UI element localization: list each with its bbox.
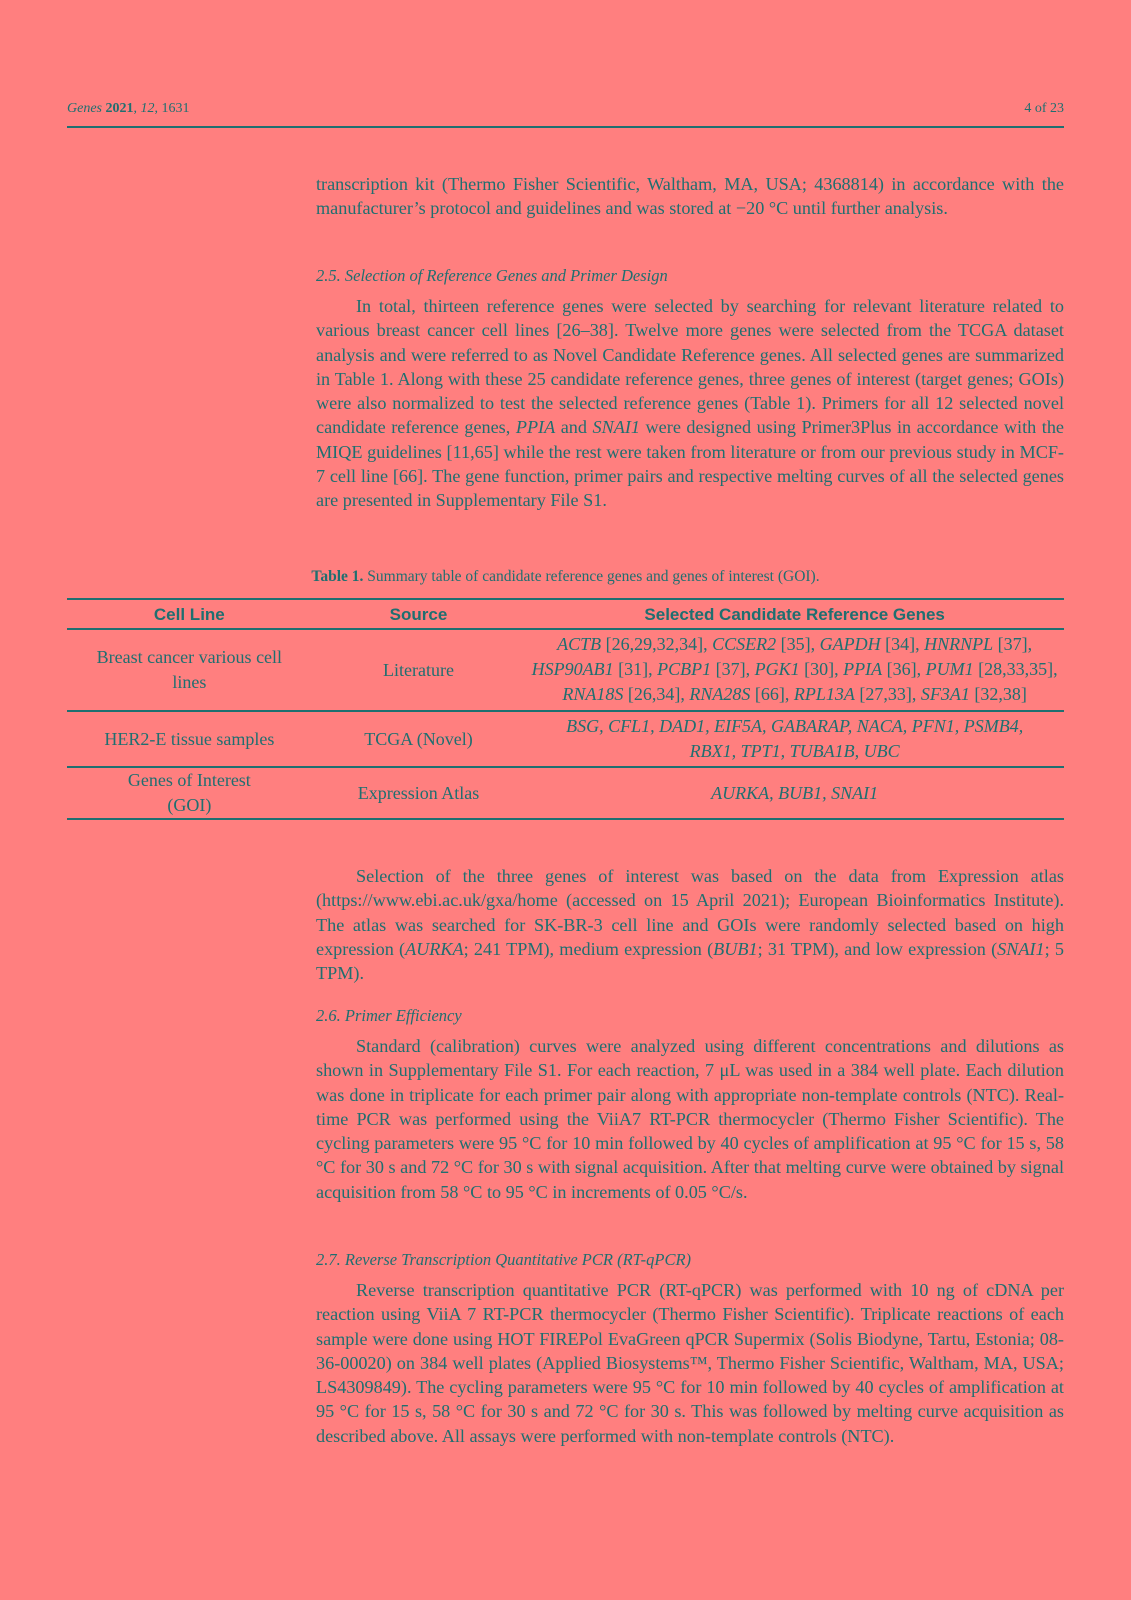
section-2-6-body [316,1034,1064,1204]
section-2-7-body [316,1278,1064,1448]
section-title-2-7: 2.7. Reverse Transcription Quantitative PCR (RT-qPCR) [316,1250,692,1269]
column-header-genes: Selected Candidate Reference Genes [525,599,1064,629]
continuation-paragraph [316,172,1064,221]
genes: AURKA, BUB1, SNAI1 [525,767,1064,819]
paragraph [316,294,1064,513]
paragraph: transcription kit (Thermo Fisher Scientific, Waltham, MA, USA; 4368814) in accordance with the manufacturer’s protocol and guidelines and was stored at −20 °C until further analysis. [316,174,1064,219]
journal-volume: 12 [140,101,155,116]
gene-reference: [37], [711,659,755,679]
gene-reference: [26,29,32,34], [601,634,713,654]
gene-name: RPL13A [793,684,855,704]
table-row [67,767,1064,819]
gene-name: RNA18S [562,684,624,704]
citation: Genes 2021, 12, 1631 [67,101,190,116]
gene-name: SNAI1 [997,938,1045,959]
page-number: 4 of 23 [1024,101,1064,116]
section-title-2-6: 2.6. Primer Efficiency [316,1006,462,1025]
table-1 [67,598,1064,820]
cell-line: Genes of Interest (GOI) [67,767,312,819]
gene-name: SNAI1 [592,417,641,438]
source: Expression Atlas [312,767,526,819]
gene-name: AURKA [405,938,464,959]
paragraph: Standard (calibration) curves were analyzed using different concentrations and dilutions as shown in Supplementary File S1. For each reaction, 7 μL was used in a 384 well plate. Each dilution was done in triplicate for each primer pair along with appropriate non-template controls (NTC). Real-time PCR was performed using the ViiA7 RT-PCR thermocycler (Thermo Fisher Scientific). The cycling parameters were 95 °C for 10 min followed by 40 cycles of amplification at 95 °C for 15 s, 58 °C for 30 s and 72 °C for 30 s with signal acquisition. After that melting curve were obtained by signal acquisition from 58 °C to 95 °C in increments of 0.05 °C/s. [316,1036,1064,1202]
column-header-cell-line: Cell Line [67,599,312,629]
gene-reference: [30], [799,659,844,679]
cell-line: Breast cancer various cell lines [67,629,312,711]
table-label: Table 1. [311,568,364,585]
table-caption-text: Summary table of candidate reference genes and genes of interest (GOI). [363,568,820,585]
table-caption [67,568,1064,586]
gene-name: PPIA [515,417,556,438]
gene-name: BUB1 [713,938,758,959]
header-rule [67,126,1064,128]
text-run: ; 241 TPM), medium expression ( [463,938,714,959]
gene-reference: [66], [750,684,794,704]
gene-name: PPIA [843,659,883,679]
table-header-row [67,599,1064,629]
gene-name: HNRNPL [924,634,994,654]
gene-name: SF3A1 [920,684,970,704]
gene-reference: [37], [993,634,1033,654]
gene-name: GAPDH [819,634,881,654]
gene-name: PGK1 [754,659,800,679]
gene-name: PCBP1 [657,659,712,679]
text-run: ; 5 TPM). [316,938,1064,984]
genes [525,629,1064,711]
table-row [67,629,1064,711]
gene-name: ACTB [557,634,602,654]
gene-name: PUM1 [925,659,974,679]
gene-reference: [28,33,35], [973,659,1058,679]
section-title-2-5: 2.5. Selection of Reference Genes and Primer Design [316,266,668,285]
text-run: In total, thirteen reference genes were selected by searching for relevant literature related to various breast cancer cell lines [26–38]. Twelve more genes were selected from the TCGA dataset analysis and were referred to as Novel Candidate Reference genes. All selected genes are summarized in Table 1. Along with these 25 candidate reference genes, three genes of interest (target genes; GOIs) were also normalized to test the selected reference genes (Table 1). Primers for all 12 selected novel candidate reference genes, [316,296,1064,438]
gene-name: CCSER2 [712,634,777,654]
gene-reference: [35], [776,634,820,654]
gene-reference: [36], [882,659,926,679]
gene-name: HSP90AB1 [531,659,614,679]
text-run: ; 31 TPM), and low expression ( [757,938,998,959]
paragraph [316,864,1064,985]
paragraph: Reverse transcription quantitative PCR (RT-qPCR) was performed with 10 ng of cDNA per reaction using ViiA 7 RT-PCR thermocycler (Thermo Fisher Scientific). Triplicate reactions of each sample were done using HOT FIREPol EvaGreen qPCR Supermix (Solis Biodyne, Tartu, Estonia; 08-36-00020) on 384 well plates (Applied Biosystems™, Thermo Fisher Scientific, Waltham, MA, USA; LS4309849). The cycling parameters were 95 °C for 10 min followed by 40 cycles of amplification at 95 °C for 15 s, 58 °C for 30 s and 72 °C for 30 s. This was followed by melting curve acquisition as described above. All assays were performed with non-template controls (NTC). [316,1280,1064,1446]
gene-reference: [31], [613,659,658,679]
journal-name: Genes [67,101,102,116]
goi-paragraph [316,864,1064,985]
cell-line: HER2-E tissue samples [67,711,312,767]
text-run: and [555,417,593,438]
genes: BSG, CFL1, DAD1, EIF5A, GABARAP, NACA, PFN1, PSMB4, RBX1, TPT1, TUBA1B, UBC [525,711,1064,767]
section-2-5-body [316,294,1064,513]
gene-reference: [27,33], [854,684,921,704]
gene-reference: [26,34], [623,684,690,704]
table-row [67,711,1064,767]
column-header-source: Source [312,599,526,629]
running-header [67,98,1064,120]
gene-name: RNA28S [689,684,751,704]
source: Literature [312,629,526,711]
article-number: 1631 [161,101,190,116]
journal-year: 2021 [105,101,134,116]
gene-reference: [34], [880,634,925,654]
source: TCGA (Novel) [312,711,526,767]
text-run: Selection of the three genes of interest was based on the data from Expression atlas (https://www.ebi.ac.uk/gxa/home (accessed on 15 April 2021); European Bioinformatics Institute). The atlas was searched for SK-BR-3 cell line and GOIs were randomly selected based on high expression ( [316,866,1064,959]
text-run: were designed using Primer3Plus in accordance with the MIQE guidelines [11,65] while the rest were taken from literature or from our previous study in MCF-7 cell line [66]. The gene function, primer pairs and respective melting curves of all the selected genes are presented in Supplementary File S1. [316,417,1065,511]
gene-reference: [32,38] [969,684,1027,704]
